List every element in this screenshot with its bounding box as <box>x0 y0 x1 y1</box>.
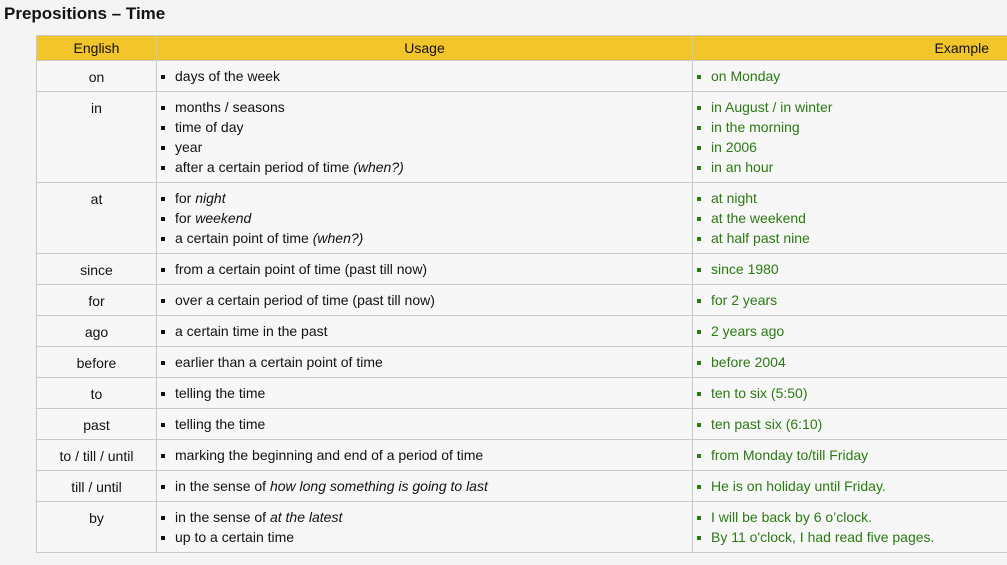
example-list <box>693 254 1007 284</box>
example-cell <box>693 440 1007 471</box>
usage-list <box>157 183 692 253</box>
table-row <box>37 183 1007 254</box>
example-cell <box>693 378 1007 409</box>
usage-text: days of the week <box>175 68 281 84</box>
usage-text: telling the time <box>175 416 266 432</box>
usage-list <box>157 378 692 408</box>
prepositions-table <box>36 35 1007 553</box>
usage-cell <box>157 347 693 378</box>
usage-text: over a certain period of time (past till now) <box>175 292 435 308</box>
table-row <box>37 502 1007 553</box>
preposition-cell: till / until <box>37 471 157 502</box>
usage-item <box>161 527 692 547</box>
usage-item <box>161 445 692 465</box>
table-body <box>37 61 1007 553</box>
table-row <box>37 61 1007 92</box>
table-row <box>37 92 1007 183</box>
header-english: English <box>37 36 157 61</box>
usage-item <box>161 321 692 341</box>
example-cell <box>693 183 1007 254</box>
usage-list <box>157 409 692 439</box>
usage-text: in the sense of <box>175 509 270 525</box>
usage-text: for <box>175 190 196 206</box>
table-row <box>37 347 1007 378</box>
usage-item <box>161 414 692 434</box>
usage-text: earlier than a certain point of time <box>175 354 383 370</box>
preposition-cell: for <box>37 285 157 316</box>
table-row <box>37 409 1007 440</box>
example-cell <box>693 347 1007 378</box>
usage-emphasis: weekend <box>195 210 252 226</box>
example-list <box>693 409 1007 439</box>
usage-cell <box>157 61 693 92</box>
example-cell <box>693 316 1007 347</box>
preposition-cell: to / till / until <box>37 440 157 471</box>
usage-text: time of day <box>175 119 244 135</box>
example-item: ten to six (5:50) <box>697 383 1007 403</box>
example-cell <box>693 471 1007 502</box>
usage-item <box>161 208 692 228</box>
example-cell <box>693 502 1007 553</box>
usage-emphasis: night <box>195 190 226 206</box>
example-item: I will be back by 6 o’clock. <box>697 507 1007 527</box>
usage-text: from a certain point of time (past till now) <box>175 261 428 277</box>
example-list <box>693 471 1007 501</box>
usage-cell <box>157 378 693 409</box>
preposition-cell: in <box>37 92 157 183</box>
usage-cell <box>157 92 693 183</box>
preposition-cell: on <box>37 61 157 92</box>
usage-item <box>161 352 692 372</box>
table-row <box>37 254 1007 285</box>
usage-item <box>161 188 692 208</box>
table-row <box>37 471 1007 502</box>
example-item: at half past nine <box>697 228 1007 248</box>
usage-cell <box>157 502 693 553</box>
example-list <box>693 378 1007 408</box>
usage-emphasis: how long something is going to last <box>269 478 488 494</box>
usage-item <box>161 259 692 279</box>
usage-item <box>161 383 692 403</box>
usage-list <box>157 471 692 501</box>
example-item: 2 years ago <box>697 321 1007 341</box>
example-item: at the weekend <box>697 208 1007 228</box>
usage-text: marking the beginning and end of a period of time <box>175 447 484 463</box>
example-item: in an hour <box>697 157 1007 177</box>
example-cell <box>693 92 1007 183</box>
example-cell <box>693 61 1007 92</box>
usage-item <box>161 137 692 157</box>
example-item: on Monday <box>697 66 1007 86</box>
usage-item <box>161 228 692 248</box>
usage-list <box>157 92 692 182</box>
usage-item <box>161 476 692 496</box>
usage-item <box>161 157 692 177</box>
usage-text: year <box>175 139 203 155</box>
usage-list <box>157 440 692 470</box>
preposition-cell: ago <box>37 316 157 347</box>
example-cell <box>693 409 1007 440</box>
table-row <box>37 285 1007 316</box>
preposition-cell: at <box>37 183 157 254</box>
header-usage: Usage <box>157 36 693 61</box>
preposition-cell: by <box>37 502 157 553</box>
example-list <box>693 502 1007 552</box>
example-list <box>693 61 1007 91</box>
example-item: in the morning <box>697 117 1007 137</box>
example-item: from Monday to/till Friday <box>697 445 1007 465</box>
table-row <box>37 316 1007 347</box>
usage-text: after a certain period of time <box>175 159 354 175</box>
usage-text: telling the time <box>175 385 266 401</box>
usage-item <box>161 66 692 86</box>
usage-list <box>157 502 692 552</box>
usage-item <box>161 117 692 137</box>
usage-text: for <box>175 210 196 226</box>
usage-cell <box>157 440 693 471</box>
usage-cell <box>157 183 693 254</box>
usage-cell <box>157 254 693 285</box>
example-item: ten past six (6:10) <box>697 414 1007 434</box>
table-row <box>37 378 1007 409</box>
usage-list <box>157 316 692 346</box>
page-title: Prepositions – Time <box>4 4 166 23</box>
usage-list <box>157 254 692 284</box>
example-list <box>693 440 1007 470</box>
preposition-cell: before <box>37 347 157 378</box>
example-list <box>693 92 1007 182</box>
table-row <box>37 440 1007 471</box>
example-item: in 2006 <box>697 137 1007 157</box>
usage-text: in the sense of <box>175 478 270 494</box>
preposition-cell: past <box>37 409 157 440</box>
example-cell <box>693 254 1007 285</box>
usage-item <box>161 97 692 117</box>
usage-item <box>161 507 692 527</box>
example-item: since 1980 <box>697 259 1007 279</box>
example-item: at night <box>697 188 1007 208</box>
usage-cell <box>157 471 693 502</box>
usage-cell <box>157 316 693 347</box>
usage-emphasis: (when?) <box>312 230 364 246</box>
table-header-row <box>37 36 1007 61</box>
usage-emphasis: (when?) <box>353 159 404 175</box>
example-list <box>693 183 1007 253</box>
example-list <box>693 347 1007 377</box>
usage-cell <box>157 409 693 440</box>
usage-item <box>161 290 692 310</box>
usage-text: months / seasons <box>175 99 285 115</box>
preposition-cell: since <box>37 254 157 285</box>
example-list <box>693 316 1007 346</box>
preposition-cell: to <box>37 378 157 409</box>
usage-list <box>157 285 692 315</box>
example-item: By 11 o'clock, I had read five pages. <box>697 527 1007 547</box>
example-list <box>693 285 1007 315</box>
usage-text: a certain time in the past <box>175 323 328 339</box>
example-item: He is on holiday until Friday. <box>697 476 1007 496</box>
example-item: before 2004 <box>697 352 1007 372</box>
usage-cell <box>157 285 693 316</box>
header-example: Example <box>693 36 1007 61</box>
usage-text: up to a certain time <box>175 529 295 545</box>
usage-text: a certain point of time <box>175 230 313 246</box>
usage-emphasis: at the latest <box>269 509 343 525</box>
example-cell <box>693 285 1007 316</box>
example-item: in August / in winter <box>697 97 1007 117</box>
usage-list <box>157 61 692 91</box>
usage-list <box>157 347 692 377</box>
example-item: for 2 years <box>697 290 1007 310</box>
